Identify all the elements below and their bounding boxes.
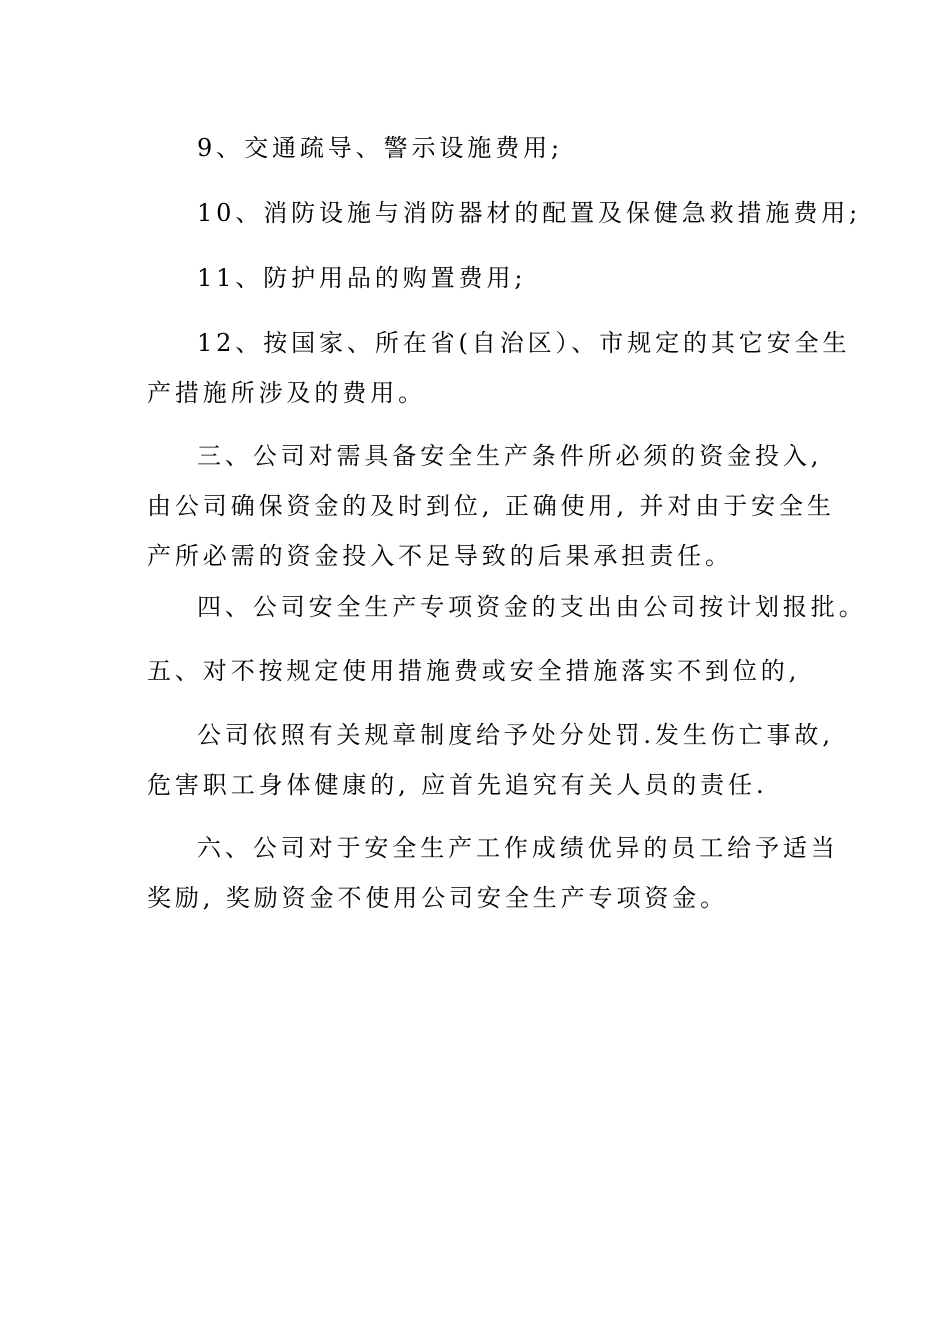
item-9-line: 9、交通疏导、警示设施费用; [197, 134, 563, 162]
section-4-line: 四、公司安全生产专项资金的支出由公司按计划报批。 [197, 593, 867, 621]
item-12-line-1: 12、按国家、所在省(自治区）、市规定的其它安全生 [197, 329, 851, 357]
section-3-line-3: 产所必需的资金投入不足导致的后果承担责任。 [147, 542, 733, 570]
section-5-line-1: 五、对不按规定使用措施费或安全措施落实不到位的, [147, 657, 801, 685]
item-11-line: 11、防护用品的购置费用; [197, 264, 527, 292]
section-6-line-1: 六、公司对于安全生产工作成绩优异的员工给予适当 [197, 834, 839, 862]
section-5-line-2: 公司依照有关规章制度给予处分处罚.发生伤亡事故, [197, 721, 834, 749]
section-6-line-2: 奖励, 奖励资金不使用公司安全生产专项资金。 [147, 884, 729, 912]
item-10-line: 10、消防设施与消防器材的配置及保健急救措施费用; [197, 199, 862, 227]
item-12-line-2: 产措施所涉及的费用。 [147, 379, 426, 407]
section-5-line-3: 危害职工身体健康的, 应首先追究有关人员的责任. [147, 771, 768, 799]
section-3-line-2: 由公司确保资金的及时到位, 正确使用, 并对由于安全生 [147, 492, 835, 520]
section-3-line-1: 三、公司对需具备安全生产条件所必须的资金投入, [197, 442, 823, 470]
